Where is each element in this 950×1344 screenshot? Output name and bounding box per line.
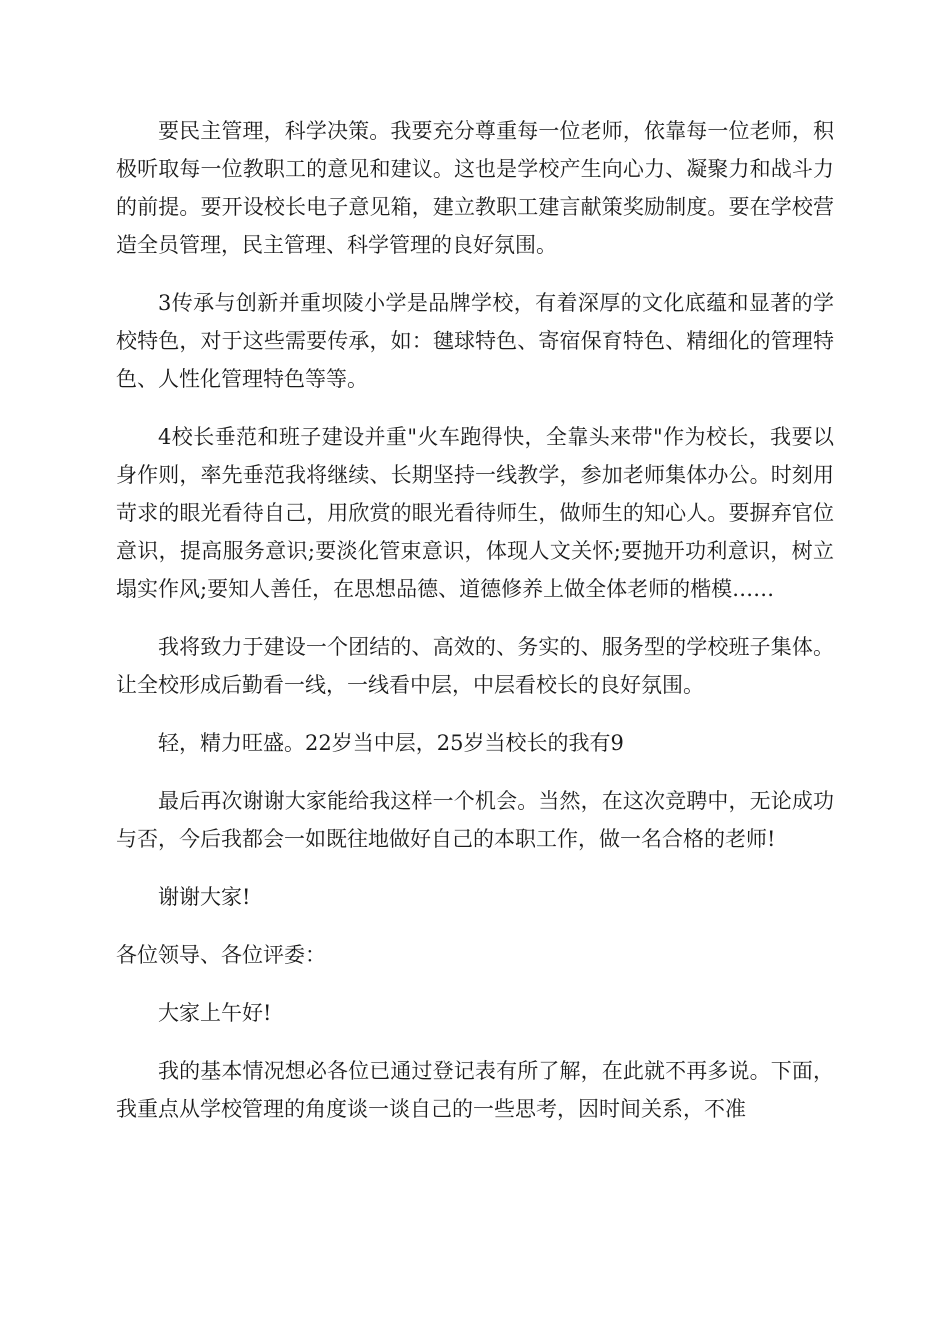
paragraph-fragment-age: 轻，精力旺盛。22岁当中层，25岁当校长的我有9 xyxy=(158,731,624,755)
paragraph-inheritance-innovation: 3传承与创新并重坝陵小学是品牌学校，有着深厚的文化底蕴和显著的学校特色，对于这些需要传承，如：毽球特色、寄宿保育特色、精细化的管理特色、人性化管理特色等等。 xyxy=(116,291,834,391)
paragraph-thank-you: 谢谢大家! xyxy=(158,885,251,909)
paragraph-salutation: 各位领导、各位评委： xyxy=(116,943,326,967)
paragraph-greeting: 大家上午好! xyxy=(158,1001,272,1025)
paragraph-democratic-management: 要民主管理，科学决策。我要充分尊重每一位老师，依靠每一位老师，积极听取每一位教职工的意见和建议。这也是学校产生向心力、凝聚力和战斗力的前提。要开设校长电子意见箱，建立教职工建言献策奖励制度。要在学校营造全员管理，民主管理、科学管理的良好氛围。 xyxy=(116,119,834,257)
paragraph-principal-example: 4校长垂范和班子建设并重"火车跑得快，全靠头来带"作为校长，我要以身作则，率先垂范我将继续、长期坚持一线教学，参加老师集体办公。时刻用苛求的眼光看待自己，用欣赏的眼光看待师生，做师生的知心人。要摒弃官位意识，提高服务意识;要淡化管束意识，体现人文关怀;要抛开功利意识，树立塌实作风;要知人善任，在思想品德、道德修养上做全体老师的楷模…… xyxy=(116,425,834,601)
paragraph-introduction: 我的基本情况想必各位已通过登记表有所了解，在此就不再多说。下面，我重点从学校管理的角度谈一谈自己的一些思考，因时间关系，不准 xyxy=(116,1059,834,1121)
paragraph-closing-thanks: 最后再次谢谢大家能给我这样一个机会。当然，在这次竞聘中，无论成功与否，今后我都会一如既往地做好自己的本职工作，做一名合格的老师! xyxy=(116,789,834,851)
document-page xyxy=(116,112,834,1148)
paragraph-team-building: 我将致力于建设一个团结的、高效的、务实的、服务型的学校班子集体。让全校形成后勤看一线，一线看中层，中层看校长的良好氛围。 xyxy=(116,635,834,697)
